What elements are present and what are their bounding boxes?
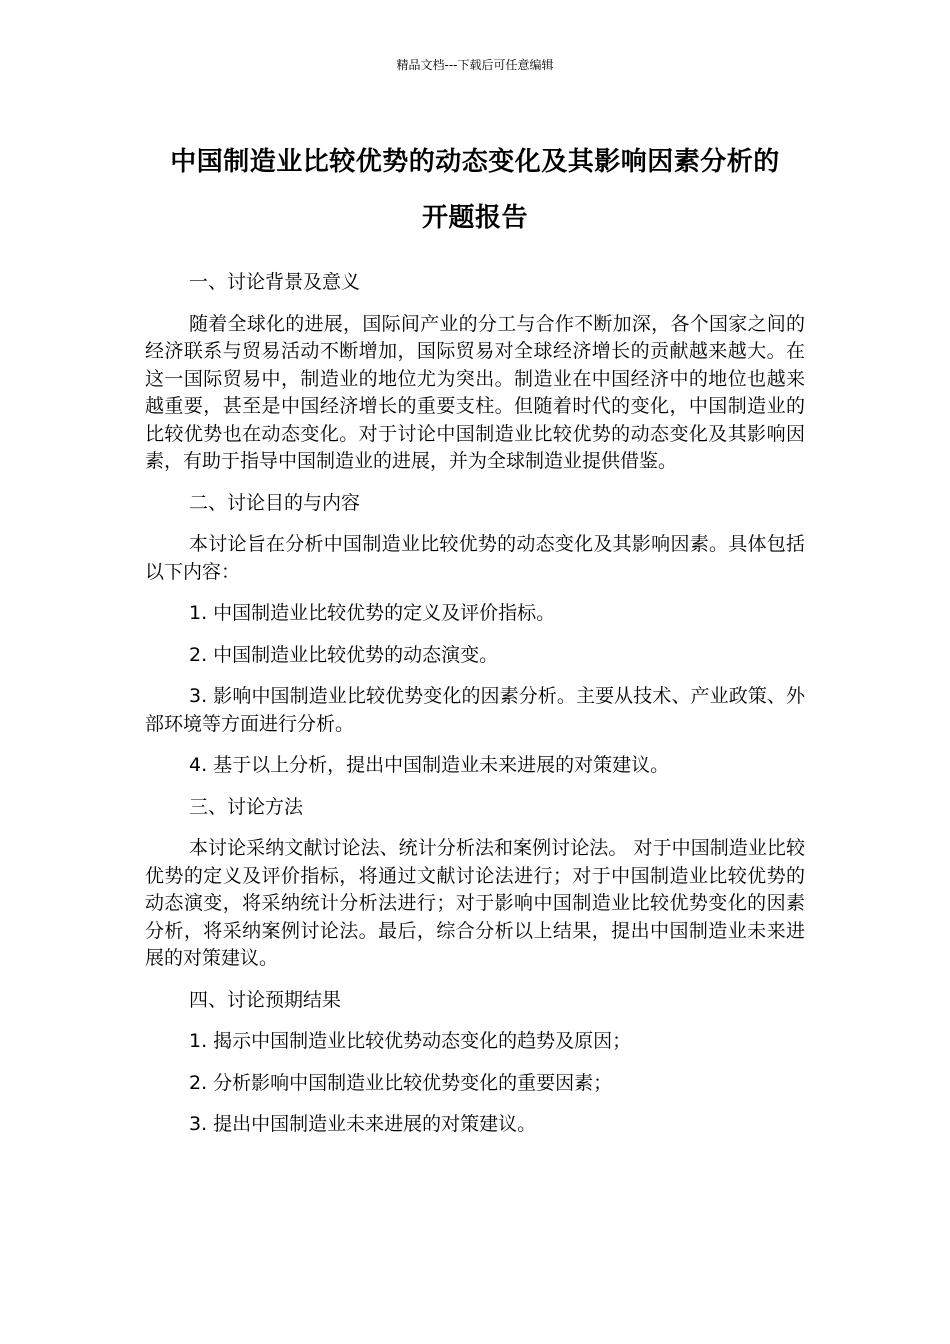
paragraph-methods: 本讨论采纳文献讨论法、统计分析法和案例讨论法。 对于中国制造业比较优势的定义及评价指标，将通过文献讨论法进行；对于中国制造业比较优势的动态演变，将采纳统计分析法进行；对于影响中国制造业比较优势变化的因素分析，将采纳案例讨论法。最后，综合分析以上结果，提出中国制造业未来进展的对策建议。 [145, 837, 805, 969]
title-line-2: 开题报告 [421, 203, 528, 233]
list-item: 3. 提出中国制造业未来进展的对策建议。 [189, 1113, 537, 1135]
document-body [145, 269, 805, 1153]
list-item: 3. 影响中国制造业比较优势变化的因素分析。主要从技术、产业政策、外部环境等方面进行分析。 [145, 685, 805, 735]
section-heading-expected-results: 四、讨论预期结果 [189, 988, 342, 1011]
paragraph-purpose: 本讨论旨在分析中国制造业比较优势的动态变化及其影响因素。具体包括以下内容： [145, 533, 805, 583]
section-heading-purpose: 二、讨论目的与内容 [189, 491, 361, 514]
section-heading-background: 一、讨论背景及意义 [189, 271, 361, 293]
list-item: 2. 中国制造业比较优势的动态演变。 [189, 643, 499, 666]
list-item: 2. 分析影响中国制造业比较优势变化的重要因素； [189, 1071, 613, 1094]
header-note: 精品文档---下载后可任意编辑 [396, 58, 554, 72]
list-item: 1. 中国制造业比较优势的定义及评价指标。 [189, 602, 556, 624]
section-heading-methods: 三、讨论方法 [189, 795, 304, 818]
title-line-1: 中国制造业比较优势的动态变化及其影响因素分析的 [170, 147, 780, 177]
list-item: 4. 基于以上分析，提出中国制造业未来进展的对策建议。 [189, 754, 670, 776]
document-title [130, 134, 820, 246]
list-item: 1. 揭示中国制造业比较优势动态变化的趋势及原因； [189, 1030, 632, 1052]
paragraph-background: 随着全球化的进展，国际间产业的分工与合作不断加深，各个国家之间的经济联系与贸易活动不断增加，国际贸易对全球经济增长的贡献越来越大。在这一国际贸易中，制造业的地位尤为突出。制造业在中国经济中的地位也越来越重要，甚至是中国经济增长的重要支柱。但随着时代的变化，中国制造业的比较优势也在动态变化。对于讨论中国制造业比较优势的动态变化及其影响因素，有助于指导中国制造业的进展，并为全球制造业提供借鉴。 [145, 312, 805, 472]
